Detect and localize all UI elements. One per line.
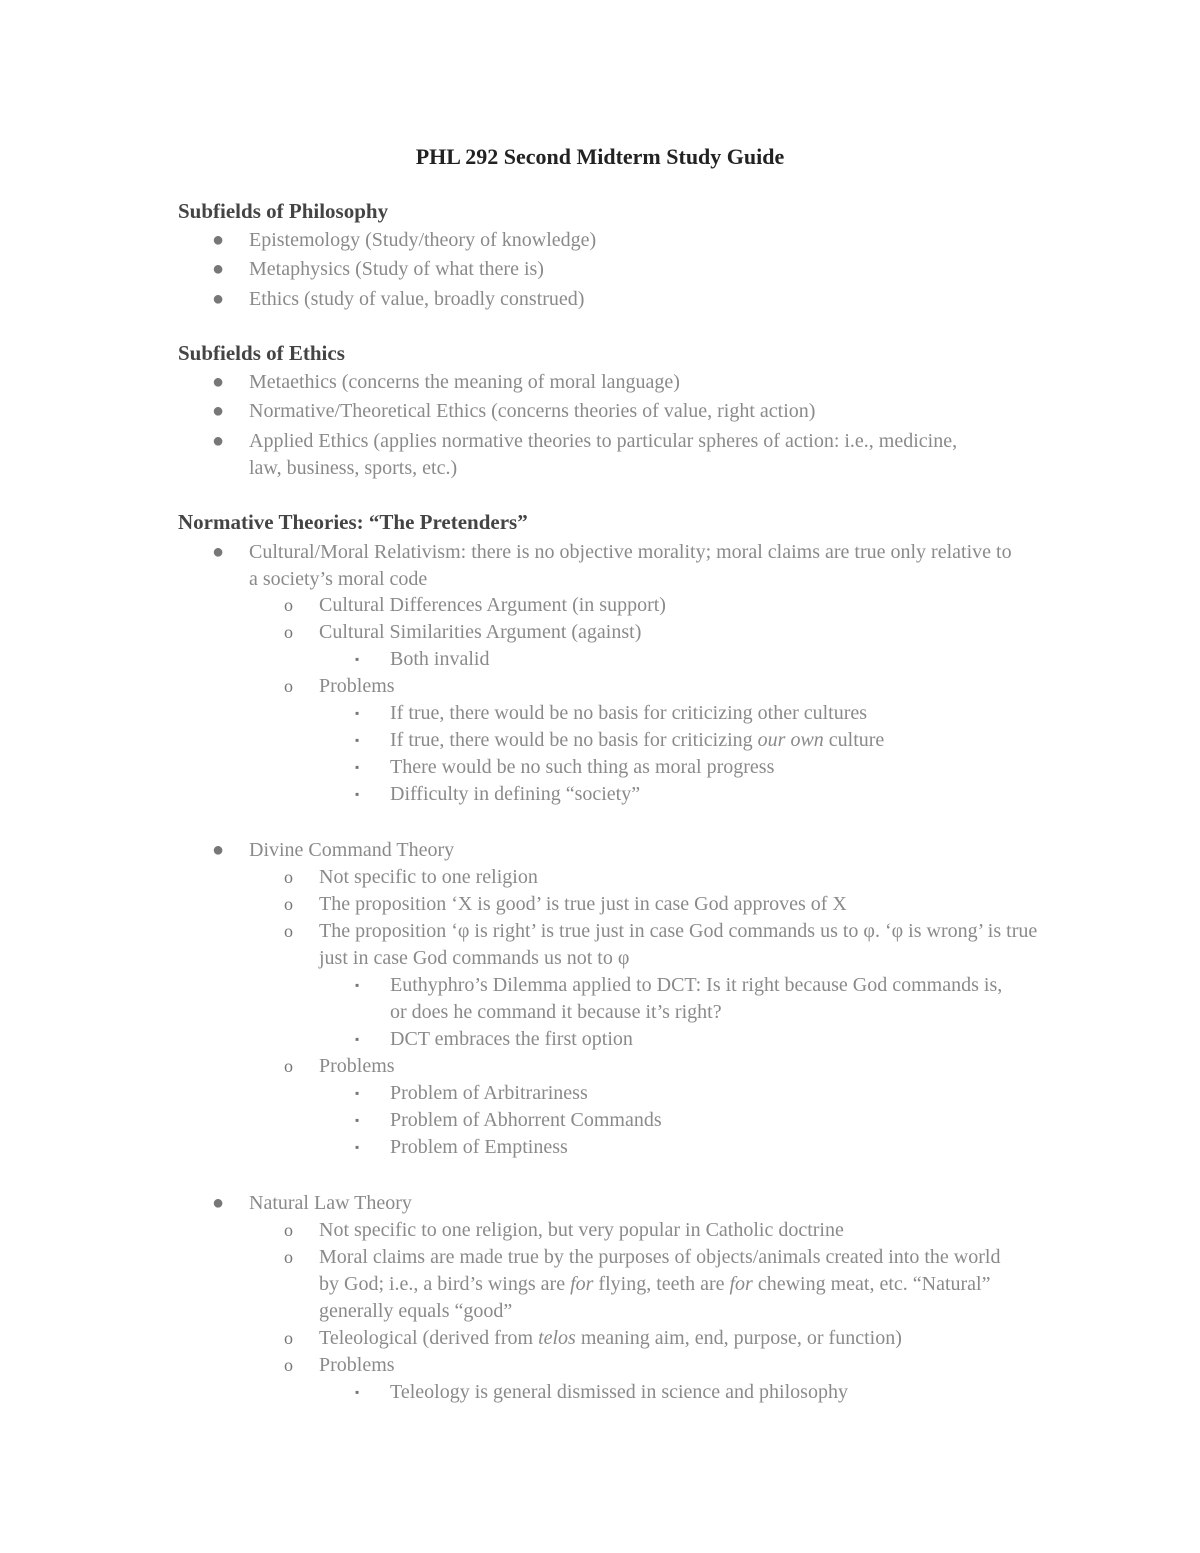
list-item: The proposition ‘X is good’ is true just in case God approves of X: [319, 893, 847, 915]
bullet-square: ▪: [355, 760, 360, 774]
list-item: Teleology is general dismissed in science and philosophy: [390, 1381, 848, 1403]
bullet-square: ▪: [355, 978, 360, 992]
text-run: chewing meat, etc. “Natural” generally equals “good”: [319, 1273, 991, 1322]
list-item: Cultural Differences Argument (in support): [319, 594, 666, 616]
list-item: [390, 727, 1040, 754]
text-run: Teleological (derived from: [319, 1327, 539, 1349]
bullet-dot: ●: [212, 400, 225, 422]
bullet-square: ▪: [355, 1140, 360, 1154]
list-item: [319, 1244, 1009, 1325]
bullet-dot: ●: [212, 288, 225, 310]
list-item: [319, 1325, 1079, 1352]
bullet-circle: o: [284, 676, 293, 696]
list-item: Not specific to one religion: [319, 866, 538, 888]
text-run: If true, there would be no basis for criticizing: [390, 729, 758, 751]
bullet-circle: o: [284, 867, 293, 887]
bullet-circle: o: [284, 1328, 293, 1348]
list-item: There would be no such thing as moral progress: [390, 756, 775, 778]
list-item: Ethics (study of value, broadly construed): [249, 288, 585, 310]
bullet-square: ▪: [355, 706, 360, 720]
emphasis-text: for: [729, 1273, 753, 1295]
bullet-square: ▪: [355, 1113, 360, 1127]
list-item: Not specific to one religion, but very popular in Catholic doctrine: [319, 1219, 844, 1241]
page-title: PHL 292 Second Midterm Study Guide: [415, 144, 785, 169]
list-item: Applied Ethics (applies normative theories to particular spheres of action: i.e., medicine, law, business, sports, etc.): [249, 430, 958, 479]
bullet-square: ▪: [355, 733, 360, 747]
bullet-dot: ●: [212, 371, 225, 393]
bullet-circle: o: [284, 1220, 293, 1240]
bullet-circle: o: [284, 595, 293, 615]
bullet-dot: ●: [212, 1192, 225, 1214]
bullet-square: ▪: [355, 1032, 360, 1046]
emphasis-text: our own: [757, 729, 824, 751]
list-item: Problem of Arbitrariness: [390, 1082, 588, 1104]
list-item: The proposition ‘φ is right’ is true just in case God commands us to φ. ‘φ is wrong’ is true just in case God commands us not to φ: [319, 920, 1038, 969]
emphasis-text: for: [570, 1273, 594, 1295]
text-run: flying, teeth are: [593, 1273, 730, 1295]
list-item: Problems: [319, 675, 395, 697]
list-item: Both invalid: [390, 648, 490, 670]
list-item: Problems: [319, 1055, 395, 1077]
bullet-square: ▪: [355, 1385, 360, 1399]
text-run: Moral claims are made true by the purposes of objects/animals created into the world by God; i.e., a bird’s wings are: [319, 1246, 1001, 1295]
list-item: Epistemology (Study/theory of knowledge): [249, 229, 597, 251]
bullet-circle: o: [284, 894, 293, 914]
list-item: Normative/Theoretical Ethics (concerns theories of value, right action): [249, 400, 816, 422]
emphasis-text: telos: [538, 1327, 576, 1349]
bullet-dot: ●: [212, 229, 225, 251]
section-heading-philosophy: Subfields of Philosophy: [178, 199, 389, 223]
list-item: Problem of Abhorrent Commands: [390, 1109, 662, 1131]
list-item-nlt: Natural Law Theory: [249, 1192, 412, 1214]
list-item: DCT embraces the first option: [390, 1028, 633, 1050]
list-item-dct: Divine Command Theory: [249, 839, 455, 861]
bullet-circle: o: [284, 1056, 293, 1076]
bullet-dot: ●: [212, 839, 225, 861]
text-run: culture: [823, 729, 885, 751]
list-item: Metaethics (concerns the meaning of moral language): [249, 371, 680, 393]
section-heading-ethics: Subfields of Ethics: [178, 341, 345, 365]
list-item: Problem of Emptiness: [390, 1136, 568, 1158]
list-item: Difficulty in defining “society”: [390, 783, 641, 805]
bullet-dot: ●: [212, 541, 225, 563]
section-heading-normative: Normative Theories: “The Pretenders”: [178, 510, 528, 534]
bullet-circle: o: [284, 1355, 293, 1375]
list-item: Euthyphro’s Dilemma applied to DCT: Is it right because God commands is, or does he command it because it’s right?: [390, 974, 1003, 1023]
bullet-square: ▪: [355, 787, 360, 801]
bullet-circle: o: [284, 1247, 293, 1267]
bullet-square: ▪: [355, 1086, 360, 1100]
bullet-circle: o: [284, 921, 293, 941]
list-item: Problems: [319, 1354, 395, 1376]
bullet-square: ▪: [355, 652, 360, 666]
list-item: Cultural Similarities Argument (against): [319, 621, 642, 643]
list-item: Metaphysics (Study of what there is): [249, 258, 544, 280]
bullet-circle: o: [284, 622, 293, 642]
bullet-dot: ●: [212, 430, 225, 452]
text-run: meaning aim, end, purpose, or function): [575, 1327, 902, 1349]
list-item-relativism: Cultural/Moral Relativism: there is no objective morality; moral claims are true only relative to a society’s moral code: [249, 541, 1012, 590]
bullet-dot: ●: [212, 258, 225, 280]
list-item: If true, there would be no basis for criticizing other cultures: [390, 702, 868, 724]
